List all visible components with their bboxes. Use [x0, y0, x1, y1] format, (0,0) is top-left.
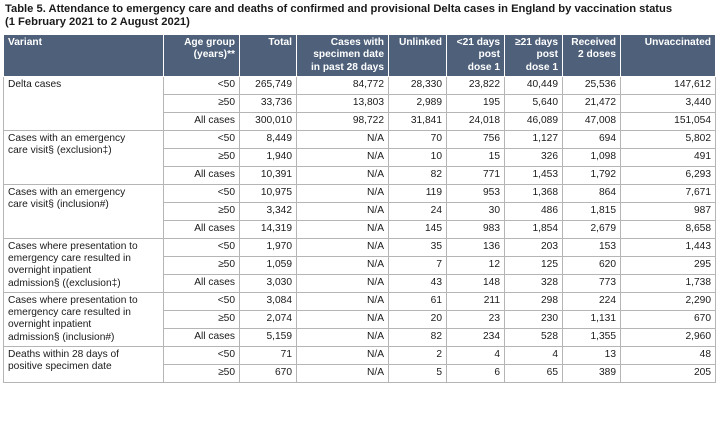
table-body [4, 76, 716, 382]
age-group-cell: All cases [164, 328, 240, 346]
value-cell: 48 [621, 346, 716, 364]
value-cell: 47,008 [563, 112, 621, 130]
value-cell: 10,975 [240, 184, 297, 202]
column-header [563, 35, 621, 77]
value-cell: 1,098 [563, 148, 621, 166]
column-header-line: specimen date [313, 49, 384, 61]
value-cell: 145 [389, 220, 447, 238]
column-header [389, 35, 447, 77]
value-cell: 21,472 [563, 94, 621, 112]
value-cell: N/A [297, 346, 389, 364]
table-title [5, 3, 715, 29]
value-cell: 1,059 [240, 256, 297, 274]
variant-cell [4, 130, 164, 184]
value-cell: N/A [297, 274, 389, 292]
value-cell: 224 [563, 292, 621, 310]
variant-line: Cases with an emergency [8, 132, 126, 144]
value-cell: 13 [563, 346, 621, 364]
value-cell: 1,127 [505, 130, 563, 148]
value-cell: 148 [447, 274, 505, 292]
value-cell: 300,010 [240, 112, 297, 130]
table-row [4, 76, 716, 94]
value-cell: 119 [389, 184, 447, 202]
table-row [4, 130, 716, 148]
value-cell: 23 [447, 310, 505, 328]
value-cell: 8,658 [621, 220, 716, 238]
value-cell: 98,722 [297, 112, 389, 130]
document [3, 3, 715, 383]
age-group-cell: All cases [164, 112, 240, 130]
age-group-cell: <50 [164, 292, 240, 310]
value-cell: 8,449 [240, 130, 297, 148]
variant-line: emergency care resulted in [8, 307, 131, 319]
value-cell: 773 [563, 274, 621, 292]
value-cell: 10 [389, 148, 447, 166]
age-group-cell: ≥50 [164, 202, 240, 220]
table-title-line-2: (1 February 2021 to 2 August 2021) [5, 16, 190, 28]
age-group-cell: <50 [164, 76, 240, 94]
age-group-cell: ≥50 [164, 310, 240, 328]
value-cell: 1,131 [563, 310, 621, 328]
value-cell: 1,940 [240, 148, 297, 166]
value-cell: 13,803 [297, 94, 389, 112]
column-header [621, 35, 716, 77]
age-group-cell: ≥50 [164, 364, 240, 382]
value-cell: 203 [505, 238, 563, 256]
age-group-cell: All cases [164, 274, 240, 292]
variant-line: overnight inpatient [8, 319, 92, 331]
value-cell: 491 [621, 148, 716, 166]
value-cell: 4 [447, 346, 505, 364]
value-cell: 486 [505, 202, 563, 220]
value-cell: 2,989 [389, 94, 447, 112]
vaccination-status-table [3, 34, 716, 383]
column-header-line: dose 1 [467, 61, 500, 73]
column-header-line: Unvaccinated [644, 37, 711, 48]
value-cell: N/A [297, 130, 389, 148]
variant-line: admission§ ((exclusion‡) [8, 277, 121, 289]
value-cell: 2,960 [621, 328, 716, 346]
value-cell: 2 [389, 346, 447, 364]
value-cell: N/A [297, 364, 389, 382]
value-cell: N/A [297, 328, 389, 346]
value-cell: 528 [505, 328, 563, 346]
value-cell: 694 [563, 130, 621, 148]
value-cell: 389 [563, 364, 621, 382]
value-cell: 40,449 [505, 76, 563, 94]
value-cell: 70 [389, 130, 447, 148]
value-cell: 771 [447, 166, 505, 184]
variant-cell [4, 292, 164, 346]
variant-line: emergency care resulted in [8, 253, 131, 265]
value-cell: 24 [389, 202, 447, 220]
value-cell: 2,074 [240, 310, 297, 328]
value-cell: 14,319 [240, 220, 297, 238]
column-header [505, 35, 563, 77]
table-title-line-1: Table 5. Attendance to emergency care and deaths of confirmed and provisional Delta cases in England by vaccination status [5, 3, 673, 15]
value-cell: 2,679 [563, 220, 621, 238]
value-cell: 31,841 [389, 112, 447, 130]
value-cell: 7,671 [621, 184, 716, 202]
value-cell: 3,084 [240, 292, 297, 310]
value-cell: 25,536 [563, 76, 621, 94]
value-cell: N/A [297, 166, 389, 184]
column-header-line: <21 days [456, 37, 500, 48]
value-cell: 65 [505, 364, 563, 382]
column-header-line: post [536, 49, 558, 61]
value-cell: 1,815 [563, 202, 621, 220]
value-cell: 205 [621, 364, 716, 382]
value-cell: 1,355 [563, 328, 621, 346]
value-cell: 1,854 [505, 220, 563, 238]
value-cell: 1,970 [240, 238, 297, 256]
column-header-line: 2 doses [578, 49, 616, 61]
value-cell: 620 [563, 256, 621, 274]
value-cell: 328 [505, 274, 563, 292]
column-header [297, 35, 389, 77]
value-cell: 5,159 [240, 328, 297, 346]
value-cell: 43 [389, 274, 447, 292]
table-row [4, 346, 716, 364]
value-cell: 5 [389, 364, 447, 382]
value-cell: 82 [389, 328, 447, 346]
value-cell: 84,772 [297, 76, 389, 94]
age-group-cell: All cases [164, 220, 240, 238]
value-cell: 46,089 [505, 112, 563, 130]
value-cell: 6 [447, 364, 505, 382]
value-cell: 1,738 [621, 274, 716, 292]
variant-line: Deaths within 28 days of [8, 348, 119, 360]
value-cell: 10,391 [240, 166, 297, 184]
column-header-line: Unlinked [398, 37, 442, 48]
value-cell: 987 [621, 202, 716, 220]
value-cell: 3,342 [240, 202, 297, 220]
column-header-line: ≥21 days [515, 37, 558, 48]
variant-line: Cases where presentation to [8, 240, 138, 252]
value-cell: 5,802 [621, 130, 716, 148]
variant-line: admission§ (inclusion#) [8, 331, 115, 343]
value-cell: 4 [505, 346, 563, 364]
column-header-line: Total [268, 37, 292, 48]
header-row [4, 35, 716, 77]
value-cell: 864 [563, 184, 621, 202]
variant-line: Cases with an emergency [8, 186, 126, 198]
value-cell: 6,293 [621, 166, 716, 184]
value-cell: 20 [389, 310, 447, 328]
table-header [4, 35, 716, 77]
value-cell: 230 [505, 310, 563, 328]
value-cell: N/A [297, 292, 389, 310]
column-header [4, 35, 164, 77]
age-group-cell: <50 [164, 184, 240, 202]
column-header [447, 35, 505, 77]
value-cell: 153 [563, 238, 621, 256]
value-cell: 953 [447, 184, 505, 202]
value-cell: 1,792 [563, 166, 621, 184]
column-header-line: in past 28 days [310, 61, 384, 73]
value-cell: 151,054 [621, 112, 716, 130]
value-cell: N/A [297, 238, 389, 256]
value-cell: 298 [505, 292, 563, 310]
value-cell: 3,030 [240, 274, 297, 292]
value-cell: 12 [447, 256, 505, 274]
value-cell: 28,330 [389, 76, 447, 94]
table-row [4, 184, 716, 202]
value-cell: 211 [447, 292, 505, 310]
value-cell: N/A [297, 220, 389, 238]
value-cell: 670 [621, 310, 716, 328]
value-cell: 71 [240, 346, 297, 364]
value-cell: 756 [447, 130, 505, 148]
value-cell: 23,822 [447, 76, 505, 94]
table-row [4, 238, 716, 256]
age-group-cell: ≥50 [164, 148, 240, 166]
value-cell: N/A [297, 148, 389, 166]
value-cell: 1,368 [505, 184, 563, 202]
value-cell: 33,736 [240, 94, 297, 112]
variant-line: overnight inpatient [8, 265, 92, 277]
value-cell: 24,018 [447, 112, 505, 130]
column-header-line: dose 1 [525, 61, 558, 73]
column-header-line: Received [571, 37, 616, 48]
column-header-line: (years)** [193, 49, 235, 61]
age-group-cell: <50 [164, 130, 240, 148]
variant-cell [4, 76, 164, 130]
value-cell: 295 [621, 256, 716, 274]
value-cell: 35 [389, 238, 447, 256]
column-header [240, 35, 297, 77]
table-row [4, 292, 716, 310]
value-cell: 1,453 [505, 166, 563, 184]
value-cell: N/A [297, 310, 389, 328]
column-header-line: Variant [8, 37, 42, 48]
column-header-line: post [478, 49, 500, 61]
value-cell: 82 [389, 166, 447, 184]
age-group-cell: <50 [164, 238, 240, 256]
column-header-line: Age group [184, 37, 235, 48]
age-group-cell: <50 [164, 346, 240, 364]
value-cell: 136 [447, 238, 505, 256]
value-cell: 265,749 [240, 76, 297, 94]
value-cell: N/A [297, 202, 389, 220]
value-cell: 30 [447, 202, 505, 220]
value-cell: N/A [297, 184, 389, 202]
value-cell: 326 [505, 148, 563, 166]
column-header [164, 35, 240, 77]
value-cell: 15 [447, 148, 505, 166]
value-cell: 61 [389, 292, 447, 310]
value-cell: 195 [447, 94, 505, 112]
value-cell: 234 [447, 328, 505, 346]
value-cell: 3,440 [621, 94, 716, 112]
column-header-line: Cases with [330, 37, 384, 48]
variant-cell [4, 184, 164, 238]
value-cell: 7 [389, 256, 447, 274]
variant-cell [4, 238, 164, 292]
value-cell: N/A [297, 256, 389, 274]
age-group-cell: ≥50 [164, 94, 240, 112]
age-group-cell: All cases [164, 166, 240, 184]
value-cell: 5,640 [505, 94, 563, 112]
value-cell: 2,290 [621, 292, 716, 310]
variant-line: Delta cases [8, 78, 62, 90]
variant-cell [4, 346, 164, 382]
variant-line: Cases where presentation to [8, 294, 138, 306]
value-cell: 125 [505, 256, 563, 274]
value-cell: 147,612 [621, 76, 716, 94]
value-cell: 983 [447, 220, 505, 238]
variant-line: positive specimen date [8, 361, 112, 373]
value-cell: 1,443 [621, 238, 716, 256]
age-group-cell: ≥50 [164, 256, 240, 274]
value-cell: 670 [240, 364, 297, 382]
variant-line: care visit§ (exclusion‡) [8, 145, 112, 157]
variant-line: care visit§ (inclusion#) [8, 199, 109, 211]
